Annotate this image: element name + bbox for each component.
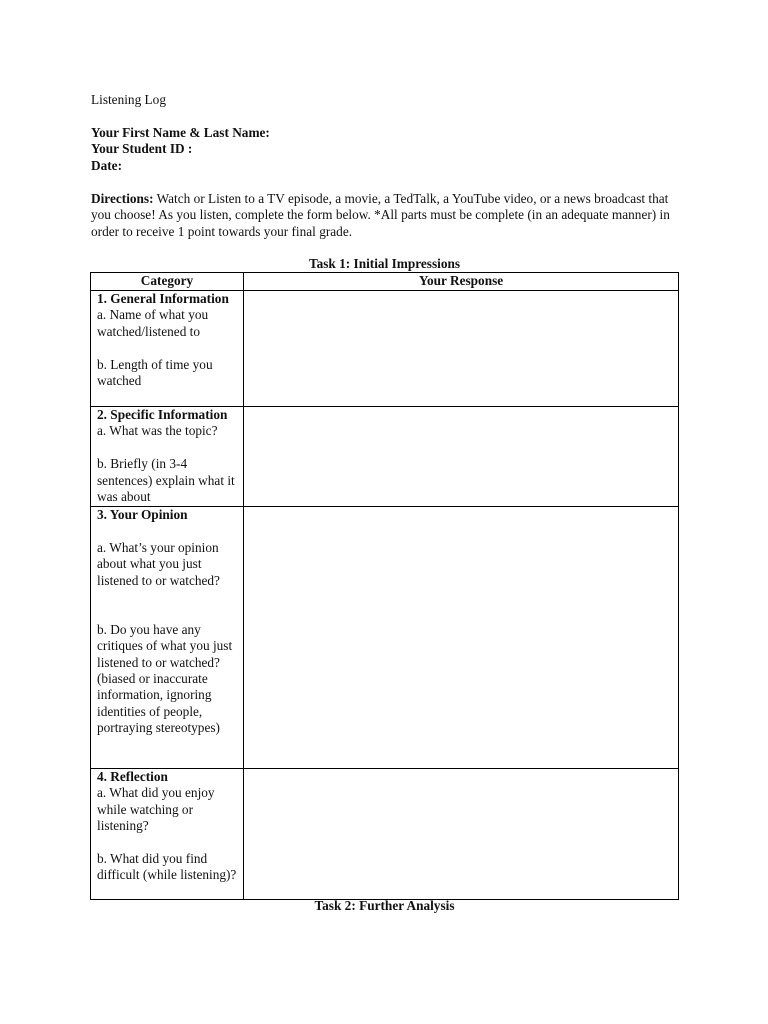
category-cell (91, 291, 244, 407)
category-cell (91, 769, 244, 900)
name-field-label: Your First Name & Last Name: (91, 125, 270, 140)
student-id-field-label: Your Student ID : (91, 141, 193, 157)
blank-line (97, 440, 239, 456)
date-field-label: Date: (91, 157, 123, 173)
table-row (91, 291, 679, 407)
category-prompt: b. Briefly (in 3-4 sentences) explain what it was about (97, 456, 235, 505)
directions-text: Watch or Listen to a TV episode, a movie, a TedTalk, a YouTube video, or a news broadcast that you choose! As you listen, complete the form below. *All parts must be complete (in an adequate manner) in order to receive 1 point towards your final grade. (91, 191, 670, 239)
response-cell[interactable] (244, 507, 679, 769)
category-prompt: a. What did you enjoy while watching or listening? (97, 785, 215, 834)
response-cell[interactable] (244, 769, 679, 900)
document-title: Listening Log (91, 92, 166, 107)
category-cell (91, 507, 244, 769)
response-cell[interactable] (244, 407, 679, 507)
blank-line (97, 835, 239, 851)
table-row (91, 769, 679, 900)
response-header: Your Response (244, 273, 679, 291)
task2-title: Task 2: Further Analysis (314, 898, 455, 913)
task1-title: Task 1: Initial Impressions (308, 256, 461, 271)
directions-label: Directions: (91, 191, 154, 206)
category-prompt: a. What’s your opinion about what you just listened to or watched? (97, 539, 220, 588)
task1-table (90, 272, 679, 900)
category-header: Category (91, 273, 244, 291)
blank-line (97, 340, 239, 356)
category-prompt: b. What did you find difficult (while listening)? (97, 851, 237, 883)
table-row (91, 407, 679, 507)
category-heading: 1. General Information (97, 291, 229, 306)
category-prompt: b. Do you have any critiques of what you just listened to or watched? (biased or inaccurate information, ignoring identities of people, portraying stereotypes) (97, 621, 233, 736)
response-cell[interactable] (244, 291, 679, 407)
category-prompt: a. What was the topic? (97, 423, 218, 439)
blank-line (97, 523, 239, 539)
category-heading: 3. Your Opinion (97, 507, 188, 522)
blank-line (97, 589, 239, 605)
category-heading: 4. Reflection (97, 769, 168, 784)
directions-paragraph (91, 191, 681, 240)
student-info-fields (91, 125, 270, 174)
category-prompt: a. Name of what you watched/listened to (97, 307, 209, 339)
category-prompt: b. Length of time you watched (97, 356, 213, 389)
table-row (91, 507, 679, 769)
table-header-row (91, 273, 679, 291)
category-heading: 2. Specific Information (97, 407, 228, 422)
blank-line (97, 605, 239, 621)
category-cell (91, 407, 244, 507)
